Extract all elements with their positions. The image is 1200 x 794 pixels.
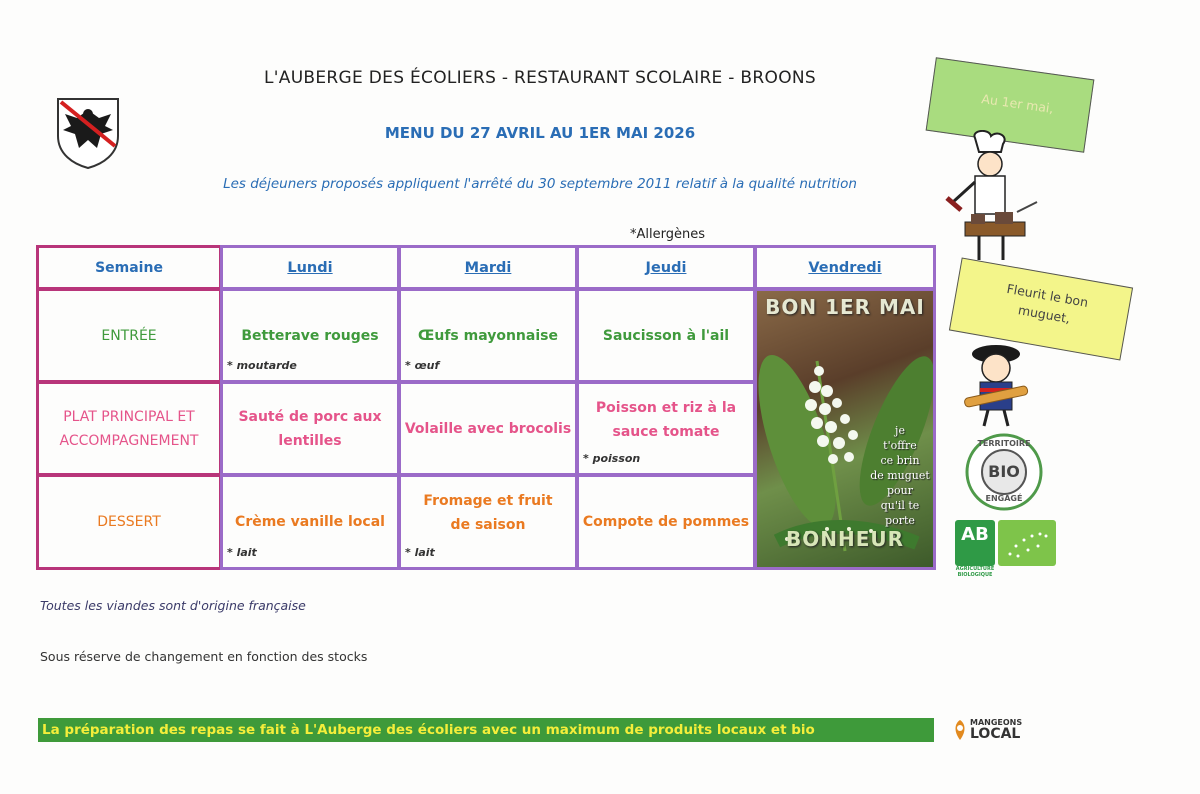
day-header-lundi: Lundi: [220, 245, 400, 290]
dish-name: Volaille avec brocolis: [404, 420, 572, 437]
local-produce-banner: La préparation des repas se fait à L'Auberge des écoliers avec un maximum de produits locaux et bio: [38, 718, 934, 742]
table-corner-header: [36, 245, 222, 290]
local-logo-top: MANGEONS: [970, 718, 1023, 727]
menu-cell: [398, 381, 578, 476]
mangeons-local-logo: [952, 716, 1032, 744]
menu-cell: [398, 288, 578, 383]
meat-origin-note: Toutes les viandes sont d'origine française: [40, 598, 306, 613]
dish-name: Betterave rouges: [241, 327, 379, 344]
badge-ring-top: TERRITOIRE: [977, 439, 1031, 448]
allergens-label: *Allergènes: [630, 227, 705, 242]
local-logo-bottom: LOCAL: [970, 726, 1021, 742]
menu-cell: [576, 474, 756, 570]
territoire-bio-engage-badge: [964, 432, 1044, 512]
row-label-plat: PLAT PRINCIPAL ET ACCOMPAGNEMENT: [36, 381, 222, 476]
dish-name: Poisson et riz à la sauce tomate: [595, 399, 737, 440]
allergen-note: * poisson: [583, 452, 641, 465]
ab-logo-caption: AGRICULTURE BIOLOGIQUE: [955, 566, 995, 578]
allergen-note: * moutarde: [227, 359, 297, 372]
dish-name: Compote de pommes: [582, 514, 750, 530]
menu-cell: [220, 381, 400, 476]
card-closing: BONHEUR: [785, 527, 905, 551]
corner-label: Semaine: [95, 259, 163, 276]
nutrition-decree-text: Les déjeuners proposés appliquent l'arrêté du 30 septembre 2011 relatif à la qualité nutrition: [223, 176, 857, 192]
page-title: L'AUBERGE DES ÉCOLIERS - RESTAURANT SCOLAIRE - BROONS: [264, 68, 816, 88]
menu-cell: [220, 288, 400, 383]
dish-name: Crème vanille local: [235, 514, 385, 530]
eu-organic-leaf-logo: [998, 520, 1056, 566]
coat-of-arms-logo: [55, 96, 121, 170]
day-header-jeudi: Jeudi: [576, 245, 756, 290]
card-headline: BON 1ER MAI: [765, 295, 925, 319]
badge-center: BIO: [988, 462, 1020, 481]
menu-cell: [398, 474, 578, 570]
allergen-note: * lait: [227, 546, 257, 559]
local-logo-icon: [952, 720, 968, 740]
menu-cell: [576, 288, 756, 383]
dish-name: Fromage et fruit de saison: [423, 493, 553, 533]
menu-cell: [220, 474, 400, 570]
boy-with-baguette-illustration: [960, 340, 1035, 430]
row-label-dessert: DESSERT: [36, 474, 222, 570]
row-label-entree: ENTRÉE: [36, 288, 222, 383]
allergen-note: * œuf: [405, 359, 440, 372]
ab-logo-text: AB: [961, 524, 989, 545]
dish-name: Saucisson à l'ail: [602, 327, 730, 344]
card-message: je t'offre ce brin de muguet pour qu'il te porte: [870, 424, 930, 527]
day-header-vendredi: Vendredi: [754, 245, 936, 290]
chef-illustration: [945, 130, 1040, 265]
dish-name: Œufs mayonnaise: [418, 327, 558, 344]
badge-ring-bottom: ENGAGÉ: [985, 494, 1023, 503]
speech-bubble-text: Au 1er mai,: [980, 91, 1055, 117]
dish-name: Sauté de porc aux lentilles: [238, 408, 382, 449]
speech-bubble-text: Fleurit le bon muguet,: [1005, 280, 1090, 327]
day-header-mardi: Mardi: [398, 245, 578, 290]
menu-period-title: MENU DU 27 AVRIL AU 1ER MAI 2026: [384, 124, 696, 142]
ab-organic-logo: [955, 520, 995, 566]
menu-table: [36, 245, 938, 572]
friday-may-day-card: [754, 288, 936, 570]
allergen-note: * lait: [405, 546, 435, 559]
stock-disclaimer: Sous réserve de changement en fonction des stocks: [40, 649, 368, 664]
menu-cell: [576, 381, 756, 476]
